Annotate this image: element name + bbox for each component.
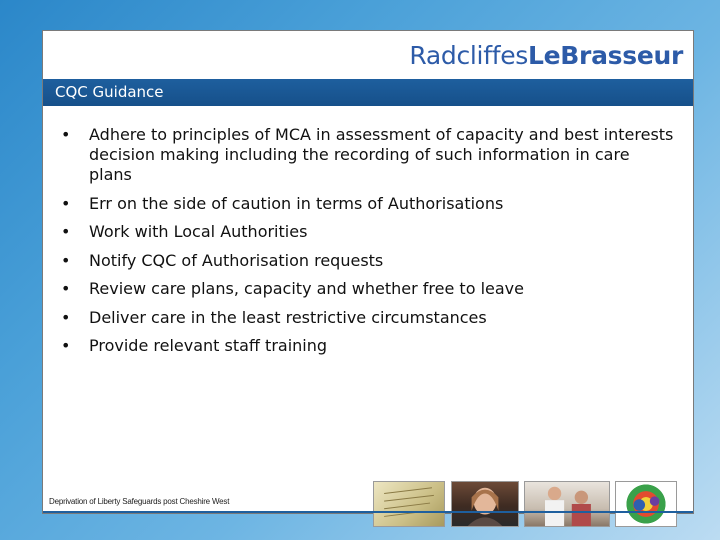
bullet-icon: • [61, 279, 71, 298]
logo-part-radcliffes: Radcliffes [409, 41, 529, 70]
bullet-text: Deliver care in the least restrictive circumstances [89, 307, 487, 327]
document-photo [373, 481, 445, 527]
bullet-icon: • [61, 336, 71, 355]
document-thumbnail-icon [374, 482, 444, 526]
bullet-text: Review care plans, capacity and whether free to leave [89, 279, 524, 298]
bullet-icon: • [61, 307, 71, 327]
company-logo [409, 41, 683, 70]
logo-part-lebrasseur: LeBrasseur [528, 41, 683, 70]
bullet-item [57, 222, 677, 242]
footer-text: Deprivation of Liberty Safeguards post Cheshire West [49, 497, 230, 506]
bullet-text: Notify CQC of Authorisation requests [89, 250, 384, 270]
bullet-text: Provide relevant staff training [89, 336, 328, 355]
care-meeting-photo [524, 481, 610, 527]
bullet-icon: • [61, 125, 71, 144]
bottom-divider [43, 511, 693, 513]
brain-thumbnail-icon [616, 482, 676, 526]
bullet-item [57, 194, 677, 214]
bullet-text: Work with Local Authorities [89, 222, 308, 241]
bullet-item [57, 336, 677, 356]
bullet-text: Adhere to principles of MCA in assessment of capacity and best interests decision making including the recording of such information in care plans [89, 125, 674, 184]
bullet-icon: • [61, 193, 71, 213]
person-thumbnail-icon [452, 482, 518, 526]
bullet-list [57, 125, 677, 365]
bullet-item [57, 279, 677, 299]
slide [42, 30, 694, 514]
people-thumbnail-icon [525, 482, 609, 526]
title-bar [43, 79, 693, 106]
brain-scan-photo [615, 481, 677, 527]
bullet-item [57, 251, 677, 271]
bullet-icon: • [61, 250, 71, 270]
bullet-text: Err on the side of caution in terms of Authorisations [89, 193, 504, 213]
slide-title: CQC Guidance [55, 83, 164, 101]
distressed-child-photo [451, 481, 519, 527]
bullet-item [57, 125, 677, 185]
bullet-item [57, 308, 677, 328]
bullet-icon: • [61, 222, 71, 241]
